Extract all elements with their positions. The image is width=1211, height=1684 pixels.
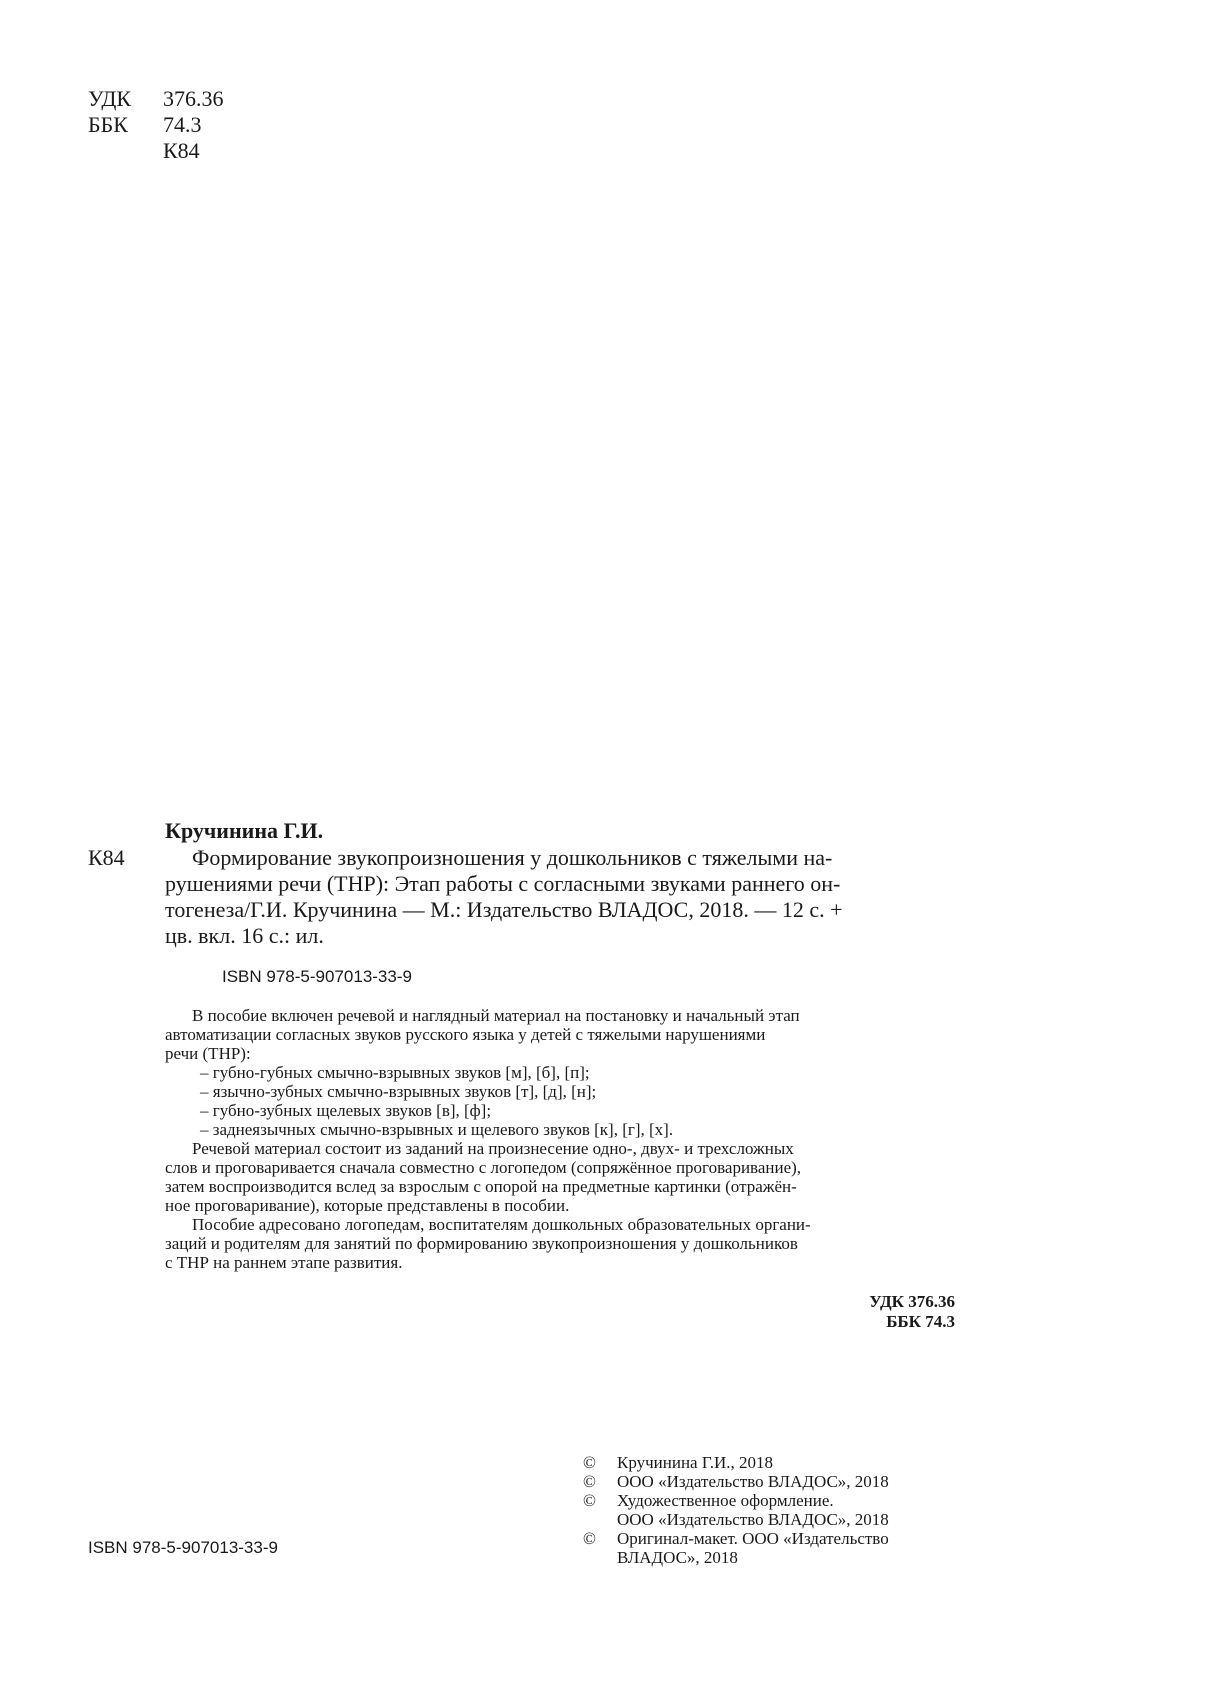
bib-line: рушениями речи (ТНР): Этап работы с согласными звуками раннего он- [165, 871, 841, 896]
annotation-list-item: – губно-зубных щелевых звуков [в], [ф]; [200, 1101, 492, 1120]
copyright-line: Оригинал-макет. ООО «Издательство [617, 1529, 889, 1548]
annotation-line: автоматизации согласных звуков русского языка у детей с тяжелыми нарушениями [165, 1025, 766, 1044]
annotation-line: заций и родителям для занятий по формированию звукопроизношения у дошкольников [165, 1234, 798, 1253]
udk-row [88, 86, 224, 112]
bbk-label: ББК [88, 112, 128, 137]
bib-line: цв. вкл. 16 с.: ил. [165, 923, 324, 948]
annotation-line: Пособие адресовано логопедам, воспитателям дошкольных образовательных органи- [192, 1215, 811, 1234]
annotation-line: В пособие включен речевой и наглядный материал на постановку и начальный этап [192, 1006, 800, 1025]
copyright-symbol: © [583, 1529, 596, 1548]
author-mark-side: К84 [88, 845, 125, 870]
copyright-symbol: © [583, 1472, 596, 1491]
udk-value: 376.36 [163, 86, 224, 111]
bib-line: Формирование звукопроизношения у дошкольников с тяжелыми на- [192, 845, 833, 870]
copyright-line: ВЛАДОС», 2018 [617, 1548, 738, 1567]
annotation-list-item: – губно-губных смычно-взрывных звуков [м], [б], [п]; [200, 1063, 590, 1082]
annotation-line: слов и проговаривается сначала совместно с логопедом (сопряжённое проговаривание), [165, 1158, 802, 1177]
copyright-line: Художественное оформление. [617, 1491, 834, 1510]
bbk-right: ББК 74.3 [886, 1312, 955, 1331]
annotation-list-item: – язычно-зубных смычно-взрывных звуков [т], [д], [н]; [200, 1082, 597, 1101]
bbk-value: 74.3 [163, 112, 202, 137]
annotation-list-item: – заднеязычных смычно-взрывных и щелевого звуков [к], [г], [х]. [200, 1120, 674, 1139]
isbn-bottom: ISBN 978-5-907013-33-9 [88, 1538, 278, 1557]
copyright-line: Кручинина Г.И., 2018 [617, 1453, 774, 1472]
copyright-line: ООО «Издательство ВЛАДОС», 2018 [617, 1472, 889, 1491]
annotation-line: ное проговаривание), которые представлены в пособии. [165, 1196, 570, 1215]
copyright-line: ООО «Издательство ВЛАДОС», 2018 [617, 1510, 889, 1529]
udk-label: УДК [88, 86, 132, 111]
isbn-mid: ISBN 978-5-907013-33-9 [222, 967, 412, 986]
annotation-line: с ТНР на раннем этапе развития. [165, 1253, 403, 1272]
copyright-symbol: © [583, 1453, 596, 1472]
annotation-line: затем воспроизводится вслед за взрослым с опорой на предметные картинки (отражён- [165, 1177, 797, 1196]
book-author: Кручинина Г.И. [165, 818, 324, 843]
annotation-line: речи (ТНР): [165, 1044, 251, 1063]
annotation-line: Речевой материал состоит из заданий на произнесение одно-, двух- и трехсложных [192, 1139, 794, 1158]
copyright-symbol: © [583, 1491, 596, 1510]
bbk-row [88, 112, 202, 138]
bib-line: тогенеза/Г.И. Кручинина — М.: Издательство ВЛАДОС, 2018. — 12 с. + [165, 897, 843, 922]
author-mark-row [88, 138, 200, 164]
udk-right: УДК 376.36 [869, 1292, 955, 1311]
author-mark-top: К84 [163, 138, 200, 163]
